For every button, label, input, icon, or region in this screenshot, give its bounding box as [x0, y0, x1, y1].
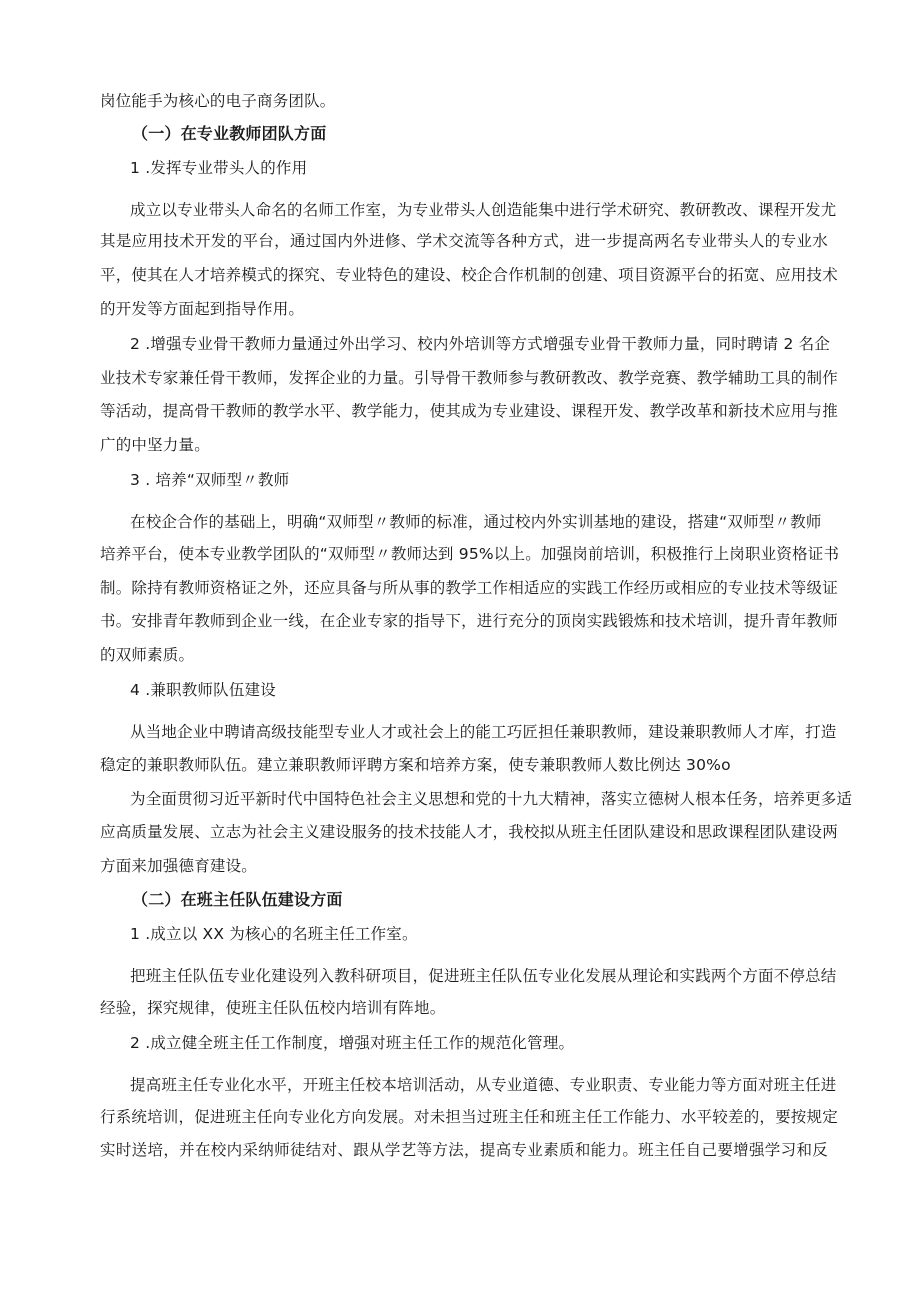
text-line: 实时送培，并在校内采纳师徒结对、跟从学艺等方法，提高专业素质和能力。班主任自己要增强学习和反: [100, 1141, 828, 1159]
text-line: 在校企合作的基础上，明确“双师型〃教师的标准，通过校内外实训基地的建设，搭建“双师型〃教师: [130, 513, 822, 531]
section-heading-class-teachers: （二）在班主任队伍建设方面: [132, 890, 343, 909]
subheading-4: 4 .兼职教师队伍建设: [130, 681, 276, 699]
text-line: 业技术专家兼任骨干教师，发挥企业的力量。引导骨干教师参与教研教改、教学竞赛、教学辅助工具的制作: [100, 369, 838, 387]
text-line: 把班主任队伍专业化建设列入教科研项目，促进班主任队伍专业化发展从理论和实践两个方面不停总结: [130, 967, 837, 985]
text-line: 成立以专业带头人命名的名师工作室，为专业带头人创造能集中进行学术研究、教研教改、课程开发尤: [130, 201, 837, 219]
text-line: 等活动，提高骨干教师的教学水平、教学能力，使其成为专业建设、课程开发、教学改革和新技术应用与推: [100, 402, 838, 420]
text-line: 2 .增强专业骨干教师力量通过外出学习、校内外培训等方式增强专业骨干教师力量，同时聘请 2 名企: [130, 335, 831, 353]
text-line: 方面来加强德育建设。: [100, 857, 258, 875]
text-line: 的开发等方面起到指导作用。: [100, 300, 305, 318]
subheading-3: 3 . 培养“双师型〃教师: [130, 471, 290, 489]
text-line: 应高质量发展、立志为社会主义建设服务的技术技能人才，我校拟从班主任团队建设和思政课程团队建设两: [100, 823, 838, 841]
text-line: 为全面贯彻习近平新时代中国特色社会主义思想和党的十九大精神，落实立德树人根本任务，培养更多适: [130, 790, 853, 808]
text-line: 书。安排青年教师到企业一线，在企业专家的指导下，进行充分的顶岗实践锻炼和技术培训，提升青年教师: [100, 612, 838, 630]
subheading-1: 1 .发挥专业带头人的作用: [130, 159, 308, 177]
text-line: 的双师素质。: [100, 646, 195, 664]
text-line: 岗位能手为核心的电子商务团队。: [100, 92, 336, 110]
text-line: 稳定的兼职教师队伍。建立兼职教师评聘方案和培养方案，使专兼职教师人数比例达 30%o: [100, 756, 731, 774]
text-line: 培养平台，使本专业教学团队的“双师型〃教师达到 95%以上。加强岗前培训，积极推行上岗职业资格证书: [100, 545, 840, 563]
text-line: 制。除持有教师资格证之外，还应具备与所从事的教学工作相适应的实践工作经历或相应的专业技术等级证: [100, 579, 838, 597]
text-line: 行系统培训，促进班主任向专业化方向发展。对未担当过班主任和班主任工作能力、水平较差的，要按规定: [100, 1108, 838, 1126]
text-line: 广的中坚力量。: [100, 436, 210, 454]
subheading-2b: 2 .成立健全班主任工作制度，增强对班主任工作的规范化管理。: [130, 1034, 575, 1052]
text-line: 从当地企业中聘请高级技能型专业人才或社会上的能工巧匠担任兼职教师，建设兼职教师人才库，打造: [130, 723, 837, 741]
text-line: 提高班主任专业化水平，开班主任校本培训活动，从专业道德、专业职责、专业能力等方面对班主任进: [130, 1076, 837, 1094]
text-line: 平，使其在人才培养模式的探究、专业特色的建设、校企合作机制的创建、项目资源平台的拓宽、应用技术: [100, 266, 838, 284]
text-line: 其是应用技术开发的平台，通过国内外进修、学术交流等各种方式，进一步提高两名专业带头人的专业水: [100, 232, 828, 250]
text-line: 经验，探究规律，使班主任队伍校内培训有阵地。: [100, 999, 446, 1017]
subheading-1b: 1 .成立以 XX 为核心的名班主任工作室。: [130, 925, 418, 943]
section-heading-teachers: （一）在专业教师团队方面: [132, 124, 327, 143]
